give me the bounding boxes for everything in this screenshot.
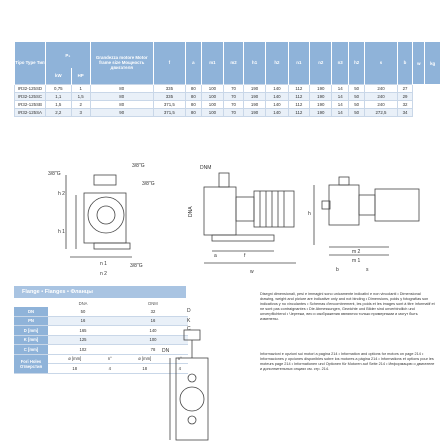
table-cell: 100 <box>201 92 223 100</box>
header-kw: kW <box>46 68 72 84</box>
dim-h1: h 1 <box>58 229 65 235</box>
header-hp: HP <box>71 68 90 84</box>
table-cell: 0,75 <box>46 84 72 92</box>
table-cell: 190 <box>243 108 265 116</box>
table-cell: 112 <box>288 100 309 108</box>
flange-holes-subcell: n° <box>102 354 118 364</box>
table-row <box>15 108 441 116</box>
table-cell: 2,2 <box>46 108 72 116</box>
table-cell: 100 <box>201 108 223 116</box>
table-cell: 80 <box>185 92 201 100</box>
table-cell: 2 <box>71 100 90 108</box>
table-cell: 29 <box>397 92 413 100</box>
table-cell: 335 <box>153 84 185 92</box>
dim-w: w <box>250 269 254 275</box>
table-cell: 34 <box>397 108 413 116</box>
flange-row-label: D [mm] <box>14 326 48 336</box>
table-cell: 190 <box>310 84 332 92</box>
table-cell: 112 <box>288 84 309 92</box>
flange-row-label: PN <box>14 316 48 326</box>
flange-holes-cell: 4 <box>102 364 118 374</box>
table-cell: 190 <box>243 92 265 100</box>
pump-dimension-drawings <box>14 155 440 280</box>
flange-cell: 78 <box>118 345 188 355</box>
table-cell: 190 <box>310 92 332 100</box>
flange-header-dnm: DNM <box>148 301 158 306</box>
header-m1: m1 <box>201 42 223 84</box>
table-cell: 14 <box>332 100 348 108</box>
flange-cell: 140 <box>118 326 188 336</box>
table-cell: 80 <box>90 92 153 100</box>
model-cell: IR32-125SC <box>15 92 46 100</box>
table-cell: 190 <box>243 100 265 108</box>
pump-top-view <box>314 177 419 255</box>
dnm-label: DNM <box>200 165 212 171</box>
disclaimer-note: Disegni dimensionali, pesi e immagini sono unicamente indicativi e non vincolanti • Dimensional drawing, weight and picture are indicative only and not binding • Dimensions, poids y fotografías son indicativos y no vinculantes • Schemas d'encombrement, les poids et les images sont à titre informatif et ne sont pas contraignantes • Die Abmessungen, Gewichte und Bilder sind unverbindlich und unverpflichtend • Чертежи, вес и изображения являются только примерными и могут быть изменены. <box>260 292 435 321</box>
thread-label-a: 3/8"G <box>48 171 61 177</box>
table-cell: 1,5 <box>71 92 90 100</box>
header-kg: kg <box>425 42 440 84</box>
flange-cell: 100 <box>118 335 188 345</box>
table-cell: 140 <box>266 100 288 108</box>
header-h2b: h2 <box>348 42 364 84</box>
dimensions-table <box>14 42 440 117</box>
table-cell: 190 <box>310 108 332 116</box>
flange-banner: Flange • Flanges • Фланцы <box>14 286 186 298</box>
header-h1: h1 <box>243 42 265 84</box>
header-s: s <box>365 42 397 84</box>
flange-cell: 16 <box>118 316 188 326</box>
table-cell: 3 <box>71 108 90 116</box>
dim-m1: m 1 <box>352 258 361 264</box>
table-cell: 50 <box>348 108 364 116</box>
table-cell: 14 <box>332 84 348 92</box>
model-cell: IR32-125SA <box>15 108 46 116</box>
dimensions-table-body <box>15 84 441 116</box>
flange-label-dn: DN <box>162 348 170 354</box>
table-cell: 1,5 <box>46 100 72 108</box>
dna-label: DNA <box>188 206 194 217</box>
table-cell: 1 <box>71 84 90 92</box>
header-type: Tipo Type Тип <box>15 42 46 84</box>
dim-f: f <box>244 253 246 259</box>
flange-holes-subcell: ø [mm] <box>118 354 172 364</box>
flange-label-k: K <box>187 318 191 324</box>
table-cell: 272,5 <box>365 108 397 116</box>
table-row <box>15 100 441 108</box>
flange-cell: 16 <box>48 316 118 326</box>
flange-cell: 50 <box>48 307 118 316</box>
header-b: b <box>397 42 413 84</box>
table-cell: 27 <box>397 84 413 92</box>
dim-n1: n 1 <box>100 261 107 267</box>
flange-cell: 32 <box>118 307 188 316</box>
table-cell: 190 <box>243 84 265 92</box>
table-cell: 240 <box>365 84 397 92</box>
table-cell: 240 <box>365 92 397 100</box>
header-h2: h2 <box>266 42 288 84</box>
table-cell: 50 <box>348 92 364 100</box>
flange-row-label: DN <box>14 307 48 316</box>
table-cell: 140 <box>266 92 288 100</box>
table-cell: 70 <box>224 108 244 116</box>
thread-label-b: 3/8"G <box>132 163 145 169</box>
dim-s: s <box>366 267 369 273</box>
header-n3: n3 <box>332 42 348 84</box>
table-cell: 80 <box>185 108 201 116</box>
table-cell: 80 <box>90 84 153 92</box>
header-n2: n2 <box>310 42 332 84</box>
table-cell: 50 <box>348 100 364 108</box>
flange-holes-subcell: n° <box>171 354 188 364</box>
header-frame: Grandezza motore Motor frame size Мощность двигателя <box>90 42 153 84</box>
table-cell: 140 <box>266 84 288 92</box>
header-w: w <box>413 42 425 84</box>
flange-header-dna: DNA <box>78 301 88 306</box>
table-cell: 112 <box>288 92 309 100</box>
table-row <box>15 92 441 100</box>
header-n1: n1 <box>288 42 309 84</box>
dim-b: b <box>336 267 339 273</box>
flange-holes-cell: 18 <box>118 364 172 374</box>
model-cell: IR32-125SB <box>15 100 46 108</box>
flange-label-c: C <box>187 326 191 332</box>
motor-info-note: Informazioni e opzioni sui motori a pagina 214 • Information and options for motors on page 214 • Informaciones y opciones disponibles sobre los motores a página 214 • Informations et options pour les moteurs page 214 • Informationen und Optionen für Motoren auf Seite 214 • Информацию о двигателе и дополнительных опциях см. стр. 214. <box>260 352 435 371</box>
pump-side-view <box>204 173 296 263</box>
dim-m2: m 2 <box>352 249 361 255</box>
table-cell: 190 <box>310 100 332 108</box>
flange-holes-cell: 18 <box>48 364 102 374</box>
table-cell: 70 <box>224 84 244 92</box>
table-cell: 112 <box>288 108 309 116</box>
table-cell: 1,1 <box>46 92 72 100</box>
table-cell: 14 <box>332 92 348 100</box>
pump-front-view <box>66 175 132 257</box>
table-cell: 240 <box>365 100 397 108</box>
dim-n2: n 2 <box>100 271 107 277</box>
flange-drawing <box>162 300 222 448</box>
table-cell: 80 <box>185 84 201 92</box>
table-cell: 70 <box>224 92 244 100</box>
flange-holes-label: Fori Holes Отверстия <box>14 354 48 373</box>
header-power: P₂ <box>46 42 91 68</box>
table-cell: 70 <box>224 100 244 108</box>
header-m2: m2 <box>224 42 244 84</box>
flange-cell: 165 <box>48 326 118 336</box>
flange-cell: 125 <box>48 335 118 345</box>
table-cell: 80 <box>185 100 201 108</box>
flange-label-d: D <box>187 308 191 314</box>
table-cell: 90 <box>90 108 153 116</box>
header-f: f <box>153 42 185 84</box>
flange-row-label: K [mm] <box>14 335 48 345</box>
table-cell: 100 <box>201 100 223 108</box>
thread-label-c: 3/8"G <box>142 181 155 187</box>
dim-h: h <box>308 211 311 217</box>
flange-cell: 102 <box>48 345 118 355</box>
flange-row-label: C [mm] <box>14 345 48 355</box>
header-a: a <box>185 42 201 84</box>
table-cell: 371,5 <box>153 100 185 108</box>
table-cell: 371,5 <box>153 108 185 116</box>
table-cell: 100 <box>201 84 223 92</box>
model-cell: IR32-125SD <box>15 84 46 92</box>
thread-label-d: 3/8"G <box>130 263 143 269</box>
flange-holes-subcell: ø [mm] <box>48 354 102 364</box>
table-cell: 80 <box>90 100 153 108</box>
table-cell: 50 <box>348 84 364 92</box>
table-cell: 32 <box>397 100 413 108</box>
table-row <box>15 84 441 92</box>
dim-h2: h 2 <box>58 191 65 197</box>
table-cell: 335 <box>153 92 185 100</box>
table-cell: 14 <box>332 108 348 116</box>
dim-a: a <box>214 253 217 259</box>
table-cell: 140 <box>266 108 288 116</box>
flange-holes-cell: 4 <box>171 364 188 374</box>
